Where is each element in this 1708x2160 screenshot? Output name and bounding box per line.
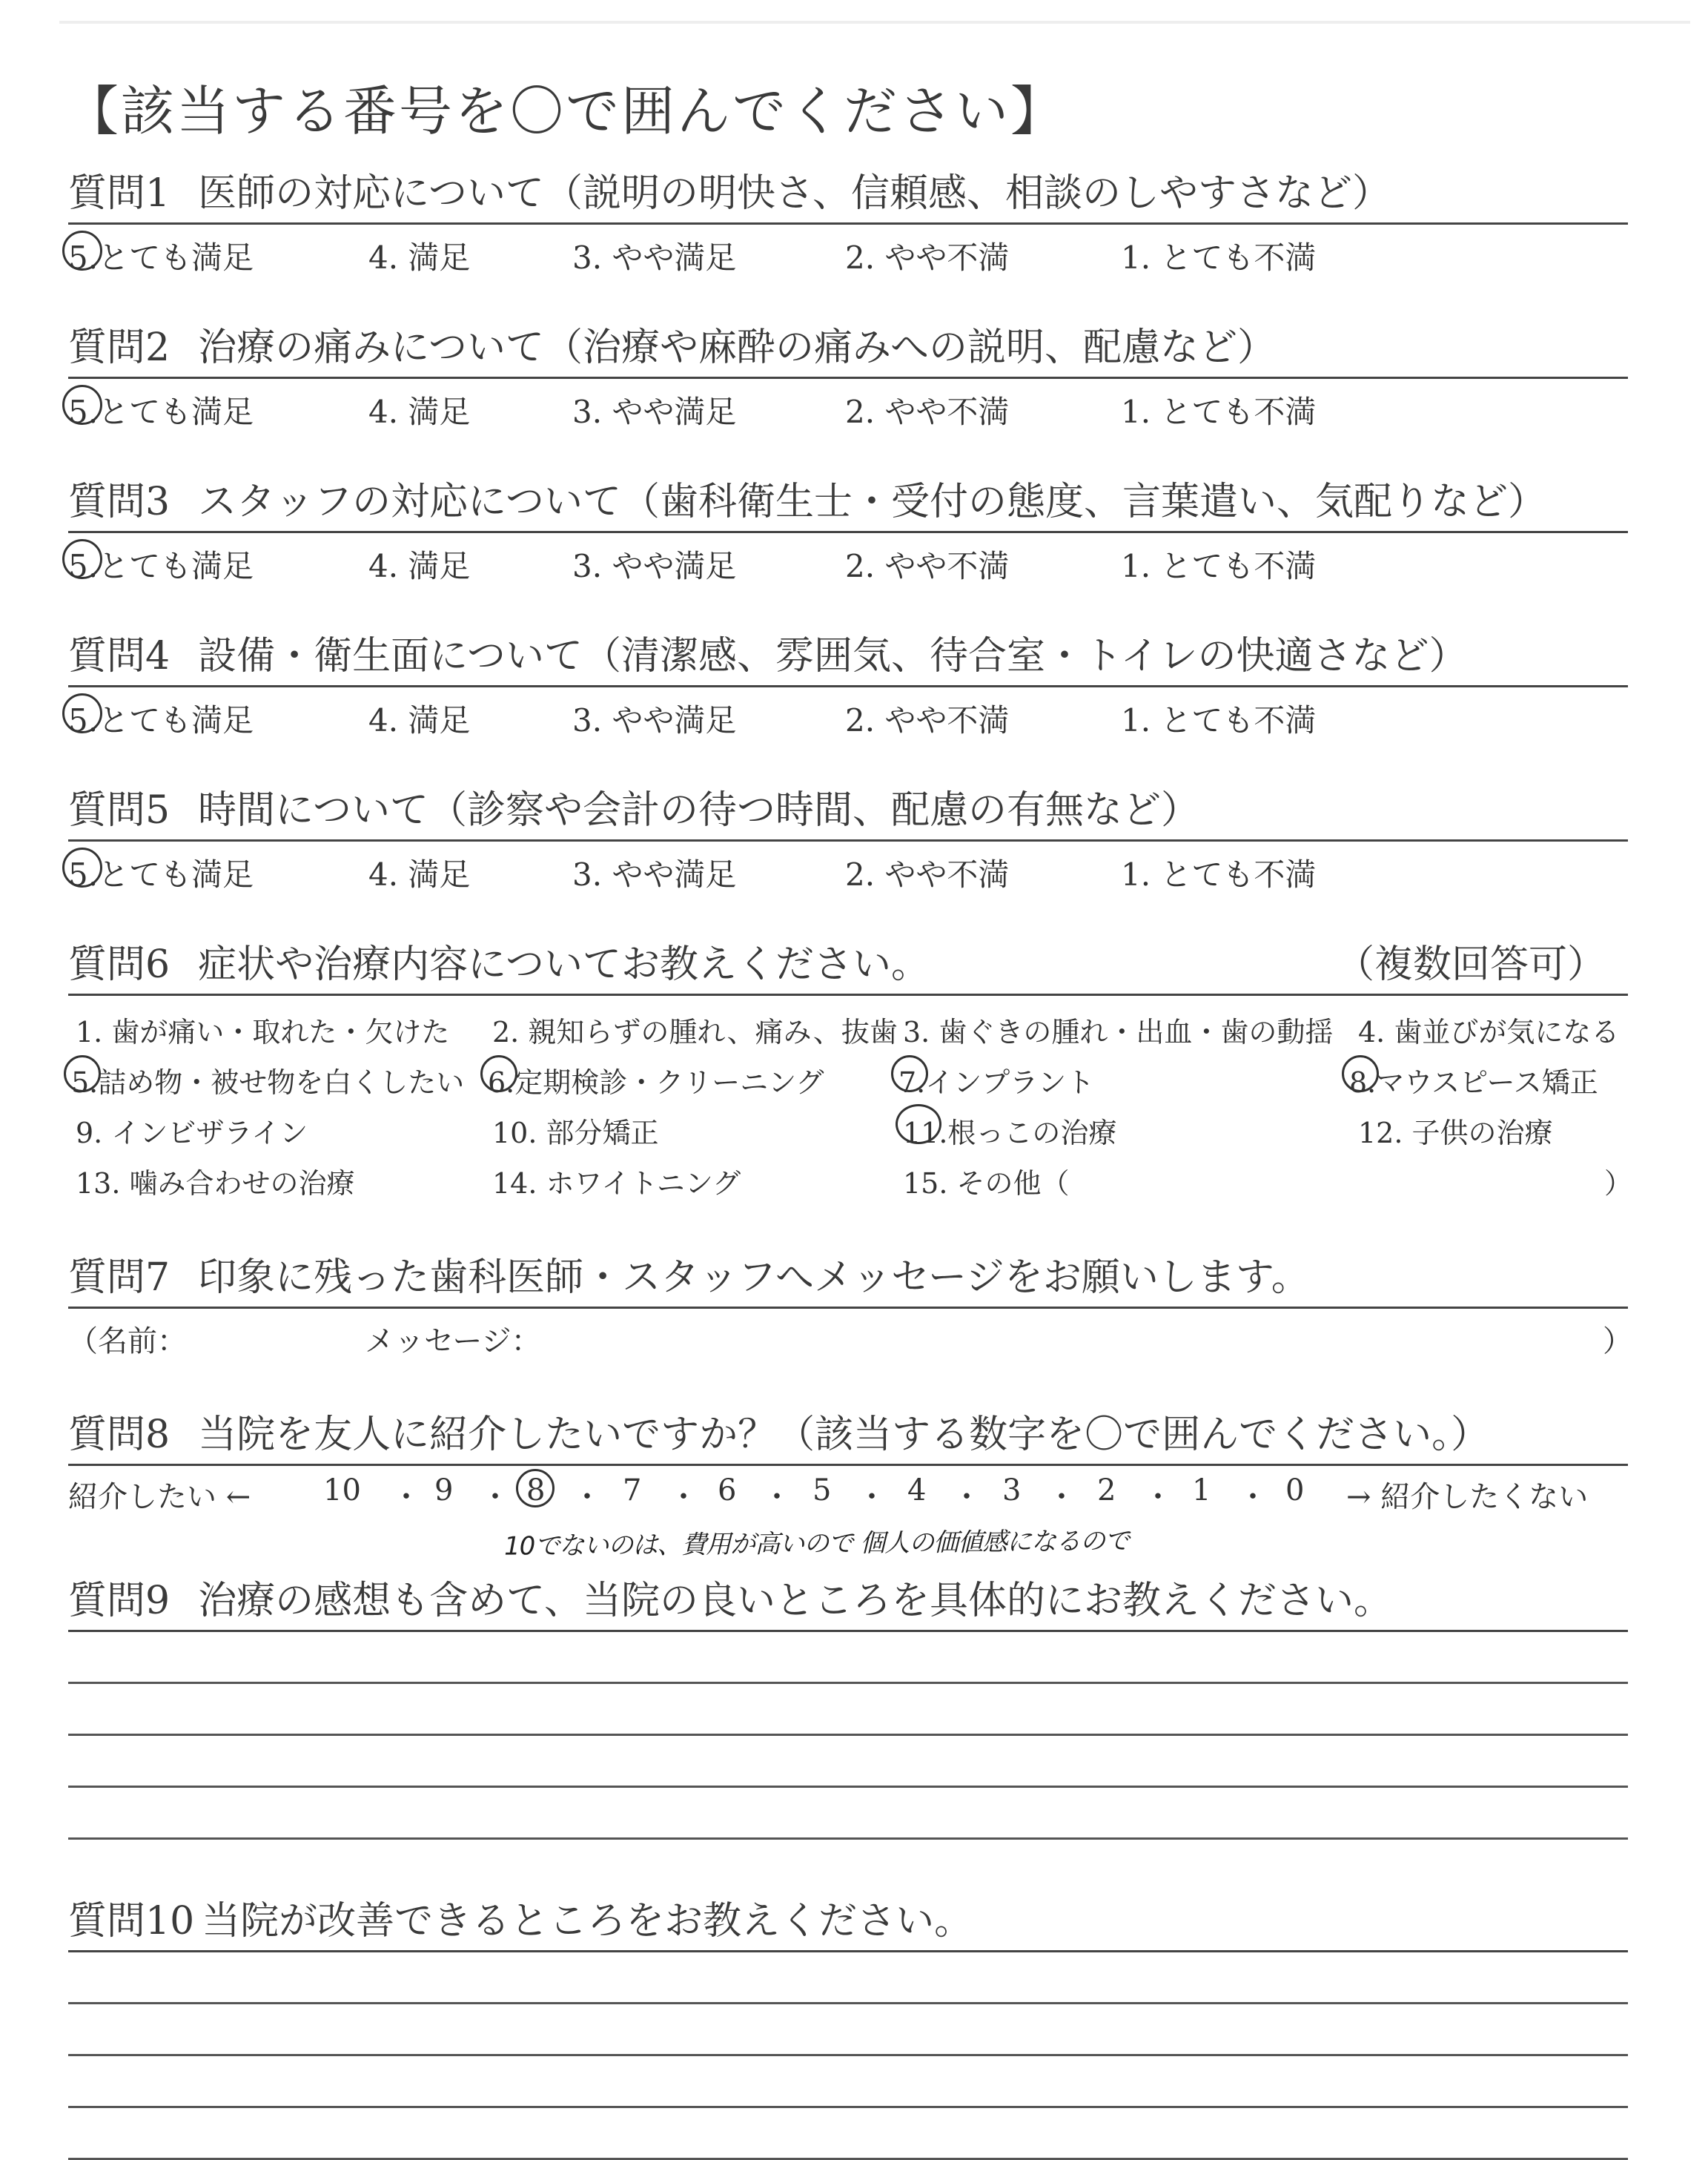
message-line[interactable] — [68, 1309, 1632, 1358]
question-4-text: 設備・衛生面について（清潔感、雰囲気、待合室・トイレの快適さなど） — [198, 634, 1468, 678]
symptom-option-11[interactable]: 11.根っこの治療 — [903, 1117, 1117, 1149]
option-1[interactable]: 1. とても不満 — [1121, 240, 1317, 276]
option-4[interactable]: 4. 満足 — [368, 548, 471, 584]
option-2[interactable]: 2. やや不満 — [845, 856, 1010, 893]
option-5[interactable]: 5.とても満足 — [68, 856, 254, 893]
question-2-text: 治療の痛みについて（治療や麻酔の痛みへの説明、配慮など） — [198, 326, 1277, 370]
symptom-option-5[interactable]: 5.詰め物・被せ物を白くしたい — [71, 1066, 465, 1099]
question-10-number: 質問10 — [68, 1899, 195, 1943]
answer-line[interactable] — [68, 1734, 1628, 1736]
recommend-scale — [68, 1466, 1628, 1514]
symptom-option-8[interactable]: 8.マウスピース矯正 — [1349, 1066, 1598, 1099]
handwritten-note: 10でないのは、費用が高いので 個人の価値感になるので — [503, 1526, 1130, 1562]
scale-separator: ・ — [1238, 1480, 1268, 1514]
scale-1[interactable]: 1 — [1192, 1473, 1211, 1507]
question-9-text: 治療の感想も含めて、当院の良いところを具体的にお教えください。 — [198, 1579, 1393, 1623]
question-2-header — [68, 322, 1628, 374]
scale-separator: ・ — [391, 1480, 421, 1514]
scale-6[interactable]: 6 — [718, 1473, 737, 1507]
question-5-text: 時間について（診察や会計の待つ時間、配慮の有無など） — [198, 788, 1200, 833]
scale-0[interactable]: 0 — [1285, 1473, 1305, 1507]
symptom-option-1[interactable]: 1. 歯が痛い・取れた・欠けた — [76, 1016, 450, 1048]
scale-separator: ・ — [572, 1480, 602, 1514]
question-2 — [68, 322, 1628, 430]
option-1[interactable]: 1. とても不満 — [1121, 702, 1317, 739]
question-4 — [68, 630, 1628, 739]
other-close-paren: ） — [1604, 1167, 1633, 1200]
form-title: 【該当する番号を〇で囲んでください】 — [65, 80, 1067, 142]
option-3[interactable]: 3. やや満足 — [572, 702, 737, 739]
answer-line[interactable] — [68, 2106, 1628, 2108]
question-4-options — [68, 687, 1628, 739]
symptom-option-14[interactable]: 14. ホワイトニング — [492, 1167, 741, 1200]
question-6 — [68, 939, 1633, 1211]
symptom-option-15[interactable]: 15. その他（ — [903, 1167, 1070, 1200]
question-7-text: 印象に残った歯科医師・スタッフへメッセージをお願いします。 — [198, 1255, 1310, 1300]
symptom-option-4[interactable]: 4. 歯並びが気になる — [1358, 1016, 1620, 1048]
option-2[interactable]: 2. やや不満 — [845, 240, 1010, 276]
question-5-options — [68, 842, 1628, 893]
scale-separator: ・ — [1143, 1480, 1173, 1514]
question-8-text: 当院を友人に紹介したいですか？（該当する数字を〇で囲んでください。） — [198, 1413, 1490, 1457]
scale-5[interactable]: 5 — [812, 1473, 832, 1507]
option-5[interactable]: 5.とても満足 — [68, 548, 254, 584]
question-3 — [68, 476, 1628, 584]
scale-4[interactable]: 4 — [907, 1473, 927, 1507]
symptom-option-6[interactable]: 6.定期検診・クリーニング — [488, 1066, 824, 1099]
scale-separator: ・ — [952, 1480, 982, 1514]
question-9-number: 質問9 — [68, 1579, 171, 1623]
answer-line[interactable] — [68, 1837, 1628, 1840]
question-5-header — [68, 785, 1628, 836]
question-7-number: 質問7 — [68, 1255, 171, 1300]
option-4[interactable]: 4. 満足 — [368, 702, 471, 739]
option-5[interactable]: 5.とても満足 — [68, 702, 254, 739]
option-5[interactable]: 5.とても満足 — [68, 394, 254, 430]
question-6-number: 質問6 — [68, 942, 171, 987]
option-1[interactable]: 1. とても不満 — [1121, 394, 1317, 430]
symptom-option-12[interactable]: 12. 子供の治療 — [1358, 1117, 1553, 1149]
question-10 — [68, 1895, 1628, 2160]
question-9-rule — [68, 1630, 1628, 1632]
scale-10[interactable]: 10 — [323, 1473, 361, 1507]
question-5 — [68, 785, 1628, 893]
question-4-header — [68, 630, 1628, 682]
question-6-text: 症状や治療内容についてお教えください。 — [198, 942, 930, 987]
scale-left-label: 紹介したい ← — [68, 1480, 251, 1514]
question-10-header — [68, 1895, 1628, 1947]
question-9-header — [68, 1575, 1628, 1627]
question-9 — [68, 1575, 1628, 1840]
option-2[interactable]: 2. やや不満 — [845, 548, 1010, 584]
scale-8[interactable]: 8 — [526, 1473, 546, 1507]
question-3-number: 質問3 — [68, 480, 171, 524]
question-10-text: 当院が改善できるところをお教えください。 — [202, 1899, 973, 1943]
scale-9[interactable]: 9 — [434, 1473, 454, 1507]
option-1[interactable]: 1. とても不満 — [1121, 856, 1317, 893]
option-3[interactable]: 3. やや満足 — [572, 240, 737, 276]
answer-line[interactable] — [68, 2002, 1628, 2004]
question-3-options — [68, 533, 1628, 584]
scale-separator: ・ — [1047, 1480, 1076, 1514]
message-close-paren: ） — [1603, 1324, 1632, 1358]
option-4[interactable]: 4. 満足 — [368, 856, 471, 893]
scale-7[interactable]: 7 — [623, 1473, 642, 1507]
name-label: （名前： — [68, 1324, 187, 1358]
scale-separator: ・ — [669, 1480, 698, 1514]
option-4[interactable]: 4. 満足 — [368, 394, 471, 430]
symptom-option-2[interactable]: 2. 親知らずの腫れ、痛み、抜歯 — [492, 1016, 898, 1048]
answer-line[interactable] — [68, 1682, 1628, 1684]
question-7-header — [68, 1252, 1628, 1304]
question-1-number: 質問1 — [68, 171, 171, 216]
question-6-header — [68, 939, 1628, 991]
symptom-option-7[interactable]: 7.インプラント — [898, 1066, 1095, 1099]
question-6-options — [68, 996, 1633, 1211]
scale-separator: ・ — [762, 1480, 792, 1514]
question-1-text: 医師の対応について（説明の明快さ、信頼感、相談のしやすさなど） — [198, 171, 1391, 216]
scale-2[interactable]: 2 — [1097, 1473, 1116, 1507]
message-label: メッセージ： — [365, 1324, 541, 1358]
question-10-rule — [68, 1950, 1628, 1952]
option-2[interactable]: 2. やや不満 — [845, 702, 1010, 739]
symptom-option-13[interactable]: 13. 噛み合わせの治療 — [76, 1167, 355, 1200]
option-5[interactable]: 5.とても満足 — [68, 240, 254, 276]
multiple-answers-note: （複数回答可） — [1335, 942, 1606, 987]
question-3-text: スタッフの対応について（歯科衛生士・受付の態度、言葉遣い、気配りなど） — [198, 480, 1547, 524]
option-3[interactable]: 3. やや満足 — [572, 394, 737, 430]
scale-right-label: → 紹介したくない — [1346, 1480, 1589, 1514]
symptom-option-10[interactable]: 10. 部分矯正 — [492, 1117, 659, 1149]
question-1-options — [68, 225, 1628, 276]
scale-3[interactable]: 3 — [1002, 1473, 1022, 1507]
question-1-header — [68, 168, 1628, 219]
question-2-number: 質問2 — [68, 326, 171, 370]
symptom-option-9[interactable]: 9. インビザライン — [76, 1117, 308, 1149]
option-1[interactable]: 1. とても不満 — [1121, 548, 1317, 584]
question-8-number: 質問8 — [68, 1413, 171, 1457]
question-5-number: 質問5 — [68, 788, 171, 833]
question-8-header — [68, 1409, 1628, 1461]
scale-separator: ・ — [480, 1480, 510, 1514]
option-4[interactable]: 4. 満足 — [368, 240, 471, 276]
question-7 — [68, 1252, 1632, 1358]
question-1 — [68, 168, 1628, 276]
option-3[interactable]: 3. やや満足 — [572, 856, 737, 893]
answer-line[interactable] — [68, 1786, 1628, 1788]
question-2-options — [68, 379, 1628, 430]
question-8 — [68, 1409, 1628, 1514]
option-3[interactable]: 3. やや満足 — [572, 548, 737, 584]
page-top-edge — [59, 21, 1690, 24]
scale-separator: ・ — [857, 1480, 887, 1514]
question-3-header — [68, 476, 1628, 528]
question-4-number: 質問4 — [68, 634, 171, 678]
symptom-option-3[interactable]: 3. 歯ぐきの腫れ・出血・歯の動揺 — [903, 1016, 1334, 1048]
option-2[interactable]: 2. やや不満 — [845, 394, 1010, 430]
answer-line[interactable] — [68, 2054, 1628, 2056]
